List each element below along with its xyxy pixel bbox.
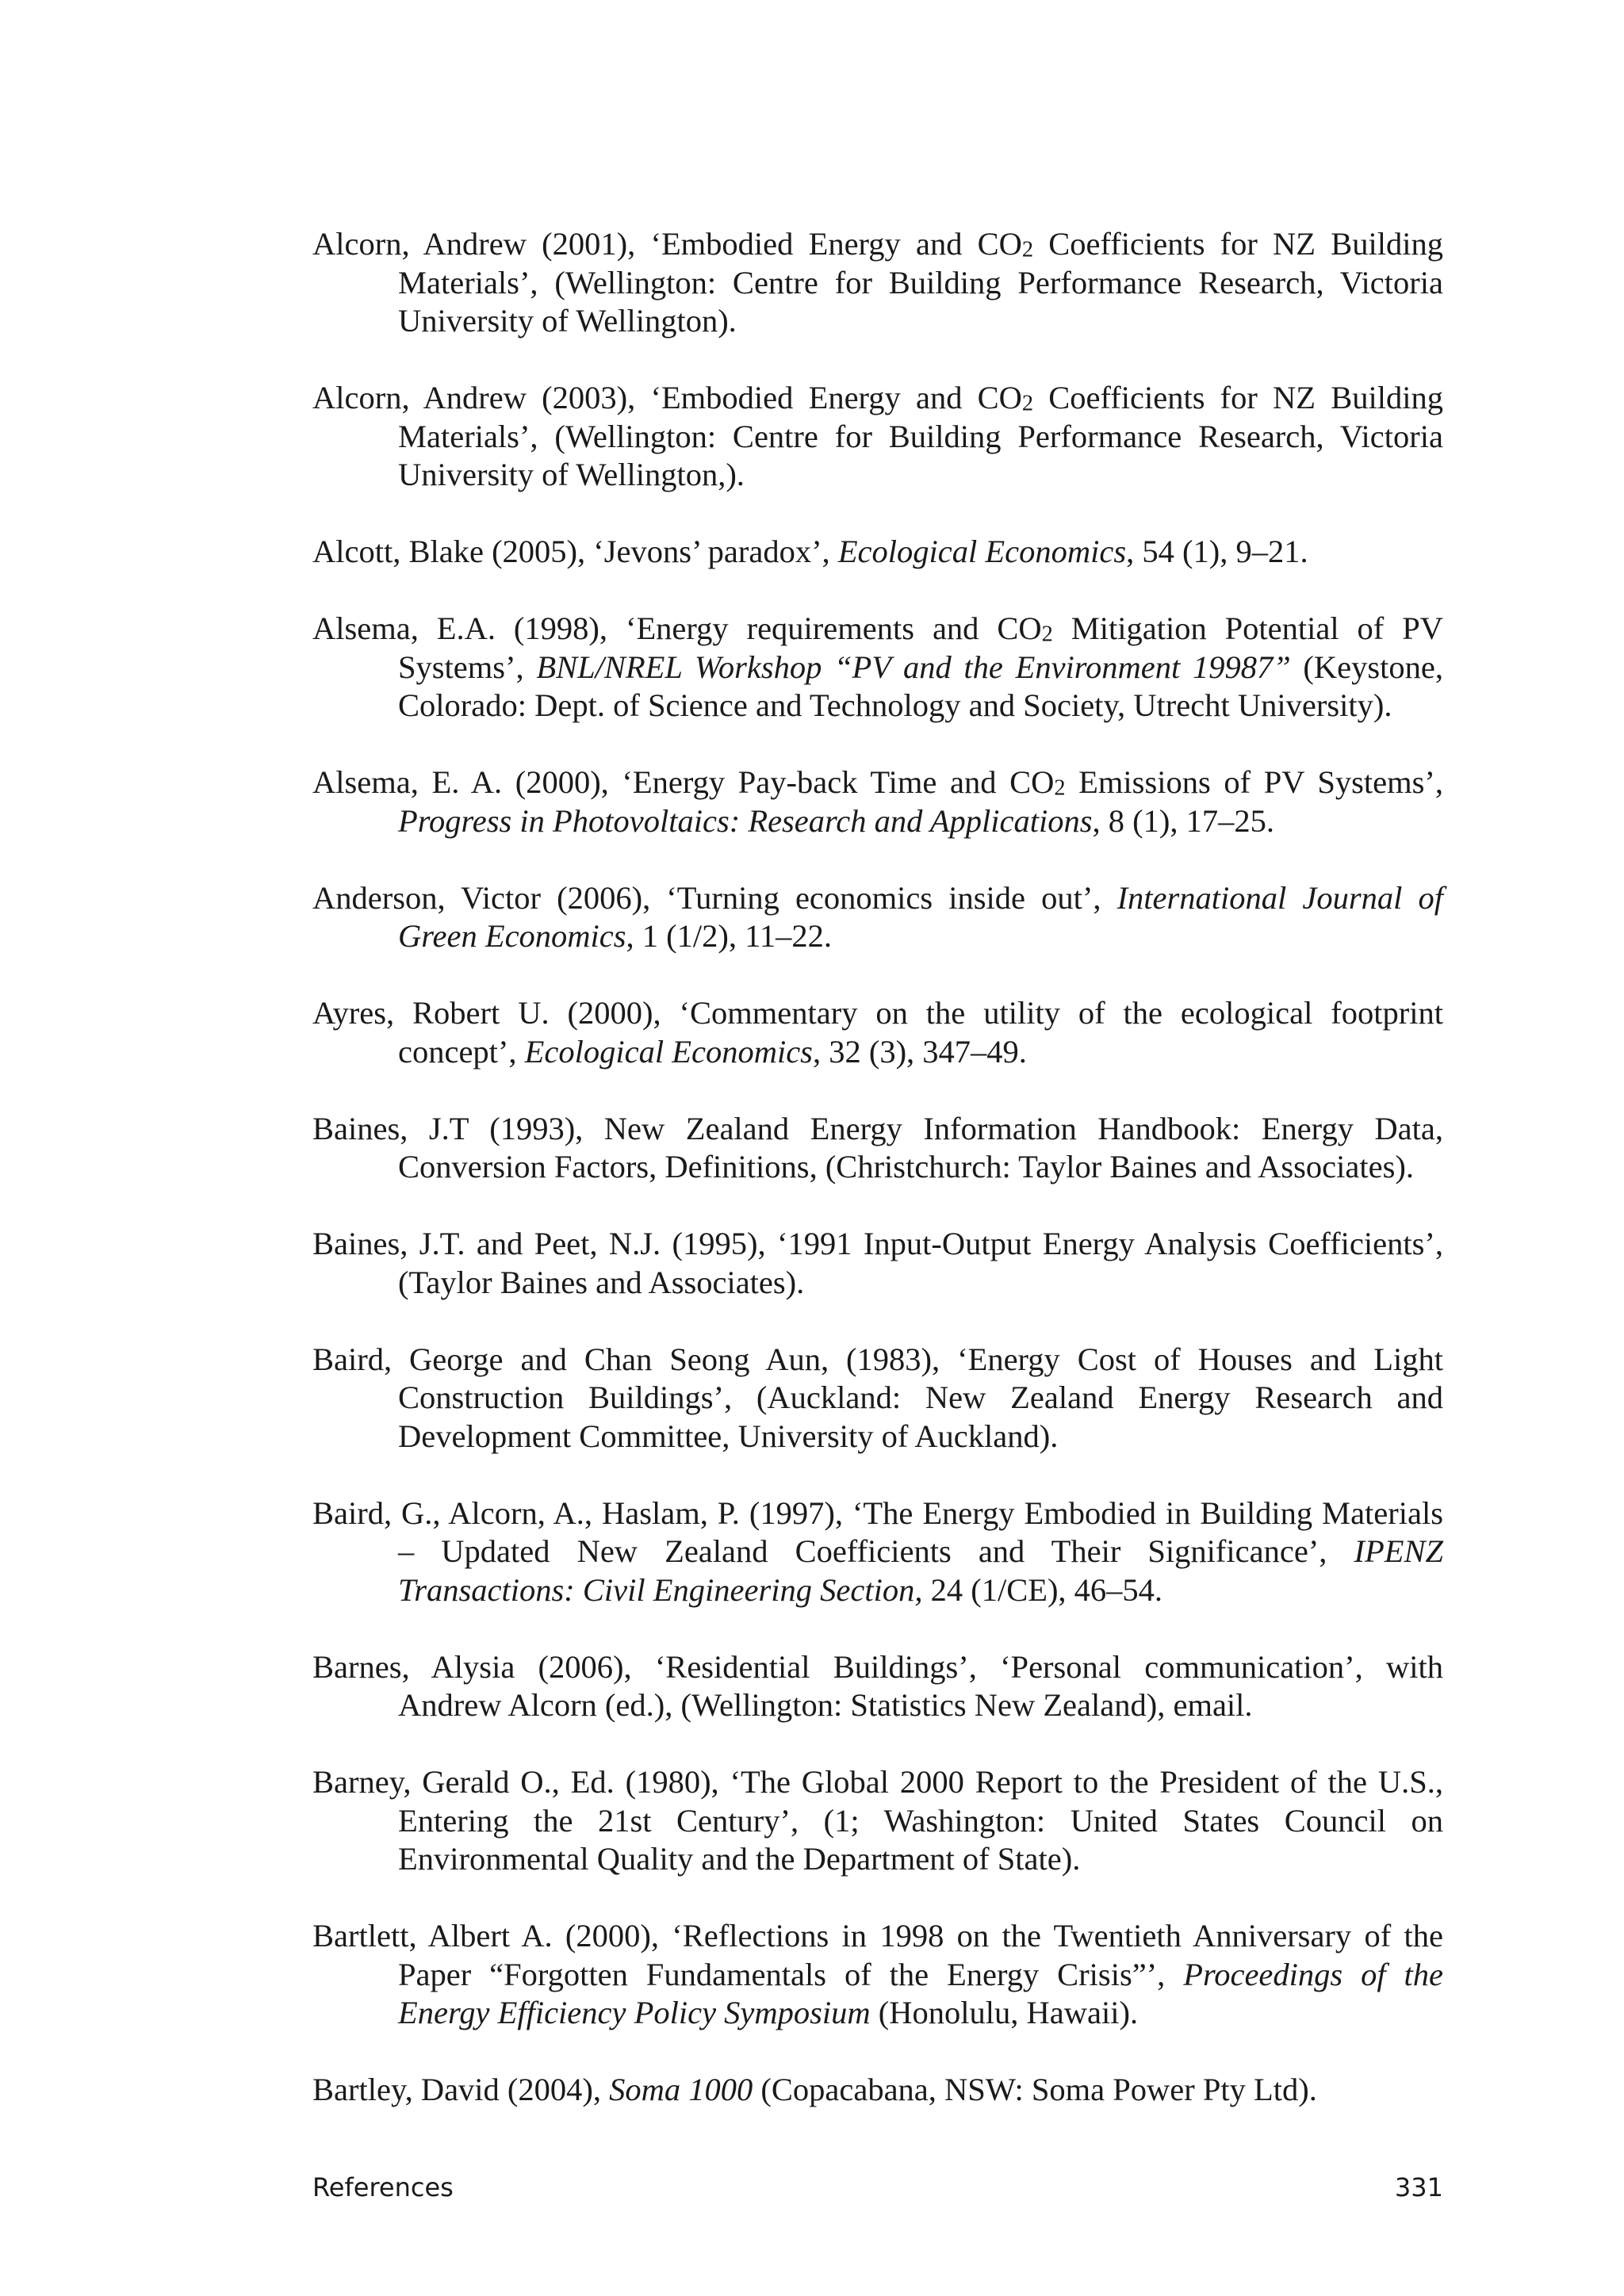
reference-text: (Copacabana, NSW: Soma Power Pty Ltd).	[753, 2072, 1317, 2107]
reference-text: Alsema, E.A. (1998), ‘Energy requirements and CO	[312, 610, 1042, 646]
reference-entry	[312, 379, 1443, 495]
reference-italic-title: Ecological Economics	[837, 534, 1127, 569]
reference-text: Bartley, David (2004),	[312, 2072, 610, 2107]
reference-entry	[312, 533, 1443, 572]
reference-subscript: 2	[1021, 391, 1034, 416]
reference-italic-title: International Journal of Green Economics	[398, 879, 1443, 954]
reference-text: , 32 (3), 347–49.	[812, 1033, 1027, 1070]
footer-section-title: References	[312, 2172, 454, 2202]
reference-text: (Keystone, Colorado: Dept. of Science and Technology and Society, Utrecht University).	[398, 649, 1443, 723]
reference-entry	[312, 1494, 1443, 1610]
reference-italic-title: BNL/NREL Workshop “PV and the Environment 19987”	[536, 649, 1291, 685]
reference-subscript: 2	[1021, 237, 1034, 262]
reference-entry	[312, 1225, 1443, 1302]
reference-text: , 54 (1), 9–21.	[1126, 534, 1308, 569]
reference-text: Baird, George and Chan Seong Aun, (1983), ‘Energy Cost of Houses and Light Construction Buildings’, (Auckland: New Zealand Energy Research and Development Committee, University of Auckland).	[312, 1341, 1443, 1454]
reference-text: 24 (1/CE), 46–54.	[922, 1571, 1163, 1608]
reference-italic-title: Progress in Photovoltaics: Research and Applications	[398, 802, 1093, 839]
reference-text: Coefficients for NZ Building Materials’, (Wellington: Centre for Building Performance Research, Victoria University of Wellington,).	[398, 380, 1443, 492]
reference-entry	[312, 763, 1443, 840]
reference-entry	[312, 225, 1443, 341]
reference-text: Emissions of PV Systems’,	[1065, 764, 1444, 800]
reference-text: Baines, J.T (1993), New Zealand Energy Information Handbook: Energy Data, Conversion Factors, Definitions, (Christchurch: Taylor Baines and Associates).	[312, 1110, 1443, 1184]
reference-text: Ayres, Robert U. (2000), ‘Commentary on the utility of the ecological footprint concept’,	[312, 995, 1443, 1070]
reference-subscript: 2	[1054, 775, 1066, 801]
reference-text: Barney, Gerald O., Ed. (1980), ‘The Global 2000 Report to the President of the U.S., Entering the 21st Century’, (1; Washington: United States Council on Environmental Quality and the Department of State).	[312, 1764, 1443, 1877]
reference-subscript: 2	[1041, 622, 1053, 647]
reference-italic-title: Ecological Economics	[524, 1033, 813, 1070]
reference-entry	[312, 1917, 1443, 2033]
reference-italic-title: IPENZ Transactions: Civil Engineering Section,	[398, 1533, 1443, 1608]
reference-text: Alsema, E. A. (2000), ‘Energy Pay-back Time and CO	[312, 764, 1055, 800]
reference-text: Baird, G., Alcorn, A., Haslam, P. (1997), ‘The Energy Embodied in Building Materials – Updated New Zealand Coefficients and Their Significance’,	[312, 1494, 1443, 1569]
reference-text: , 1 (1/2), 11–22.	[626, 918, 833, 954]
reference-entry	[312, 994, 1443, 1071]
reference-entry	[312, 1763, 1443, 1879]
reference-text: Alcott, Blake (2005), ‘Jevons’ paradox’,	[312, 534, 838, 569]
reference-text: Anderson, Victor (2006), ‘Turning economics inside out’,	[312, 879, 1117, 916]
reference-italic-title: Soma 1000	[609, 2072, 753, 2107]
reference-text: (Honolulu, Hawaii).	[870, 1995, 1139, 2030]
reference-text: Bartlett, Albert A. (2000), ‘Reflections in 1998 on the Twentieth Anniversary of the Paper “Forgotten Fundamentals of the Energy Crisis”’,	[312, 1918, 1443, 1992]
reference-entry	[312, 1648, 1443, 1725]
reference-text: , 8 (1), 17–25.	[1092, 802, 1275, 839]
reference-text: Alcorn, Andrew (2001), ‘Embodied Energy and CO	[312, 226, 1022, 262]
reference-text: Mitigation Potential of PV Systems’,	[398, 610, 1443, 685]
reference-text: Alcorn, Andrew (2003), ‘Embodied Energy and CO	[312, 380, 1022, 415]
reference-entry	[312, 1110, 1443, 1187]
reference-entry	[312, 1341, 1443, 1456]
reference-entry	[312, 879, 1443, 956]
reference-text: Barnes, Alysia (2006), ‘Residential Buildings’, ‘Personal communication’, with Andrew Alcorn (ed.), (Wellington: Statistics New Zealand), email.	[312, 1648, 1443, 1723]
reference-entry	[312, 610, 1443, 725]
reference-entry	[312, 2071, 1443, 2110]
reference-text: Baines, J.T. and Peet, N.J. (1995), ‘1991 Input-Output Energy Analysis Coefficients’, (Taylor Baines and Associates).	[312, 1226, 1443, 1300]
reference-list	[312, 225, 1443, 2148]
reference-text: Coefficients for NZ Building Materials’, (Wellington: Centre for Building Performance Research, Victoria University of Wellington).	[398, 226, 1443, 339]
page-number: 331	[1394, 2172, 1443, 2202]
reference-italic-title: Proceedings of the Energy Efficiency Policy Symposium	[398, 1956, 1443, 2030]
